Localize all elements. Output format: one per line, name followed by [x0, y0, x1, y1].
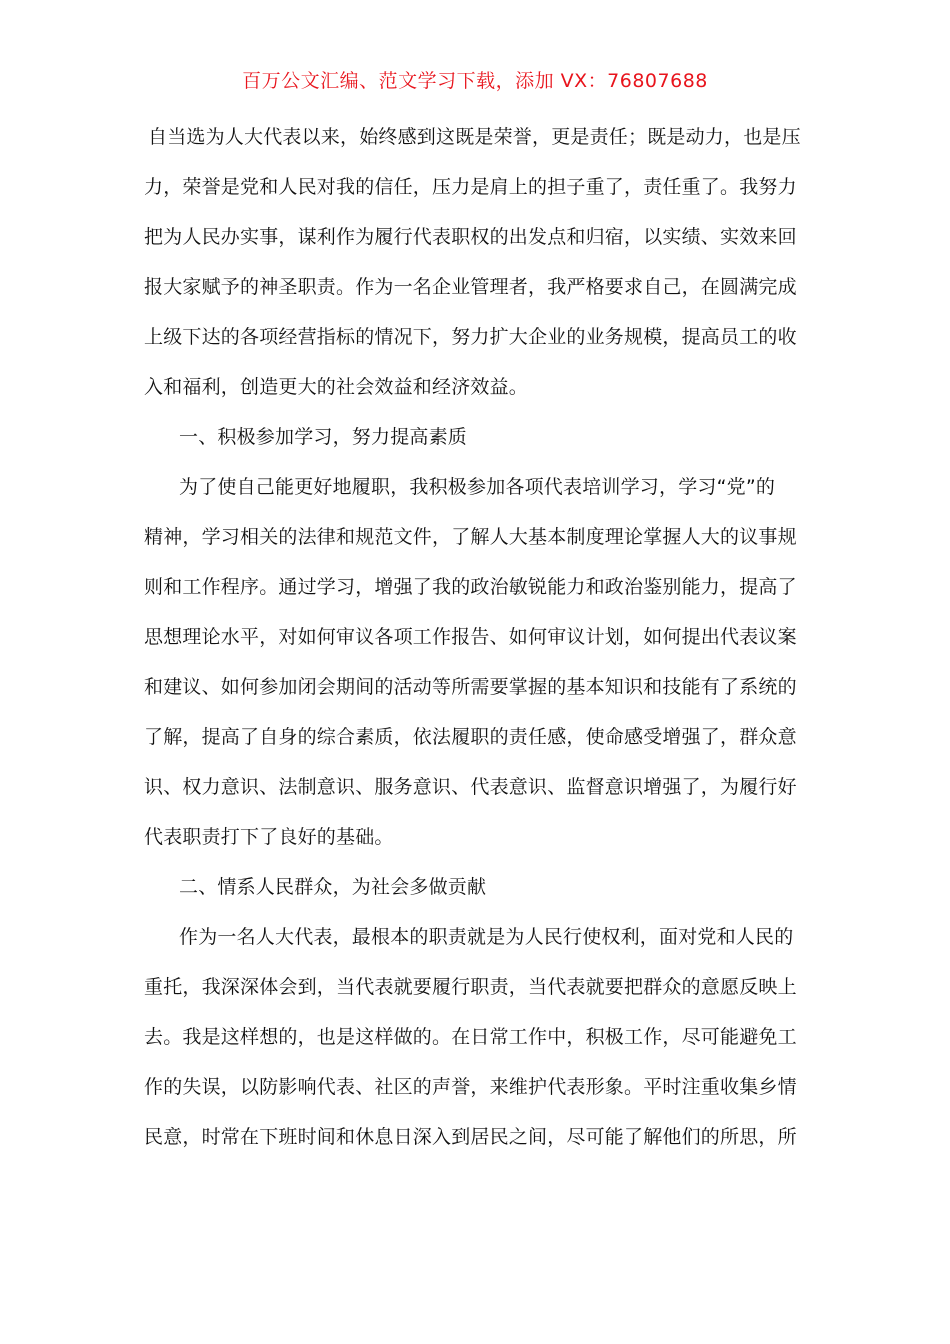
paragraph-line: 代表职责打下了良好的基础。 [144, 826, 394, 848]
paragraph-line: 思想理论水平，对如何审议各项工作报告、如何审议计划，如何提出代表议案 [144, 626, 797, 648]
paragraph-line: 报大家赋予的神圣职责。作为一名企业管理者，我严格要求自己，在圆满完成 [144, 276, 797, 298]
paragraph-line: 识、权力意识、法制意识、服务意识、代表意识、监督意识增强了，为履行好 [144, 776, 797, 798]
paragraph-line: 为了使自己能更好地履职，我积极参加各项代表培训学习，学习“党”的 [179, 476, 776, 498]
paragraph-line: 把为人民办实事，谋利作为履行代表职权的出发点和归宿，以实绩、实效来回 [144, 226, 797, 248]
paragraph-line: 作为一名人大代表，最根本的职责就是为人民行使权利，面对党和人民的 [179, 926, 794, 948]
paragraph-line: 重托，我深深体会到，当代表就要履行职责，当代表就要把群众的意愿反映上 [144, 976, 797, 998]
paragraph-line: 作的失误，以防影响代表、社区的声誉，来维护代表形象。平时注重收集乡情 [144, 1076, 797, 1098]
paragraph-line: 去。我是这样想的，也是这样做的。在日常工作中，积极工作，尽可能避免工 [144, 1026, 797, 1048]
paragraph-line: 自当选为人大代表以来，始终感到这既是荣誉，更是责任；既是动力，也是压 [148, 126, 801, 148]
promo-banner-text: 百万公文汇编、范文学习下载，添加 VX：76807688 [242, 70, 708, 92]
section-heading-2: 二、情系人民群众，为社会多做贡献 [179, 876, 487, 898]
paragraph-line: 入和福利，创造更大的社会效益和经济效益。 [144, 376, 529, 398]
paragraph-line: 则和工作程序。通过学习，增强了我的政治敏锐能力和政治鉴别能力，提高了 [144, 576, 797, 598]
paragraph-line: 精神，学习相关的法律和规范文件，了解人大基本制度理论掌握人大的议事规 [144, 526, 797, 548]
paragraph-line: 和建议、如何参加闭会期间的活动等所需要掌握的基本知识和技能有了系统的 [144, 676, 797, 698]
paragraph-line: 力，荣誉是党和人民对我的信任，压力是肩上的担子重了，责任重了。我努力 [144, 176, 797, 198]
section-heading-1: 一、积极参加学习，努力提高素质 [179, 426, 468, 448]
paragraph-line: 民意，时常在下班时间和休息日深入到居民之间，尽可能了解他们的所思，所 [144, 1126, 797, 1148]
paragraph-line: 上级下达的各项经营指标的情况下，努力扩大企业的业务规模，提高员工的收 [144, 326, 797, 348]
promo-banner [0, 66, 950, 96]
paragraph-line: 了解，提高了自身的综合素质，依法履职的责任感，使命感受增强了，群众意 [144, 726, 797, 748]
